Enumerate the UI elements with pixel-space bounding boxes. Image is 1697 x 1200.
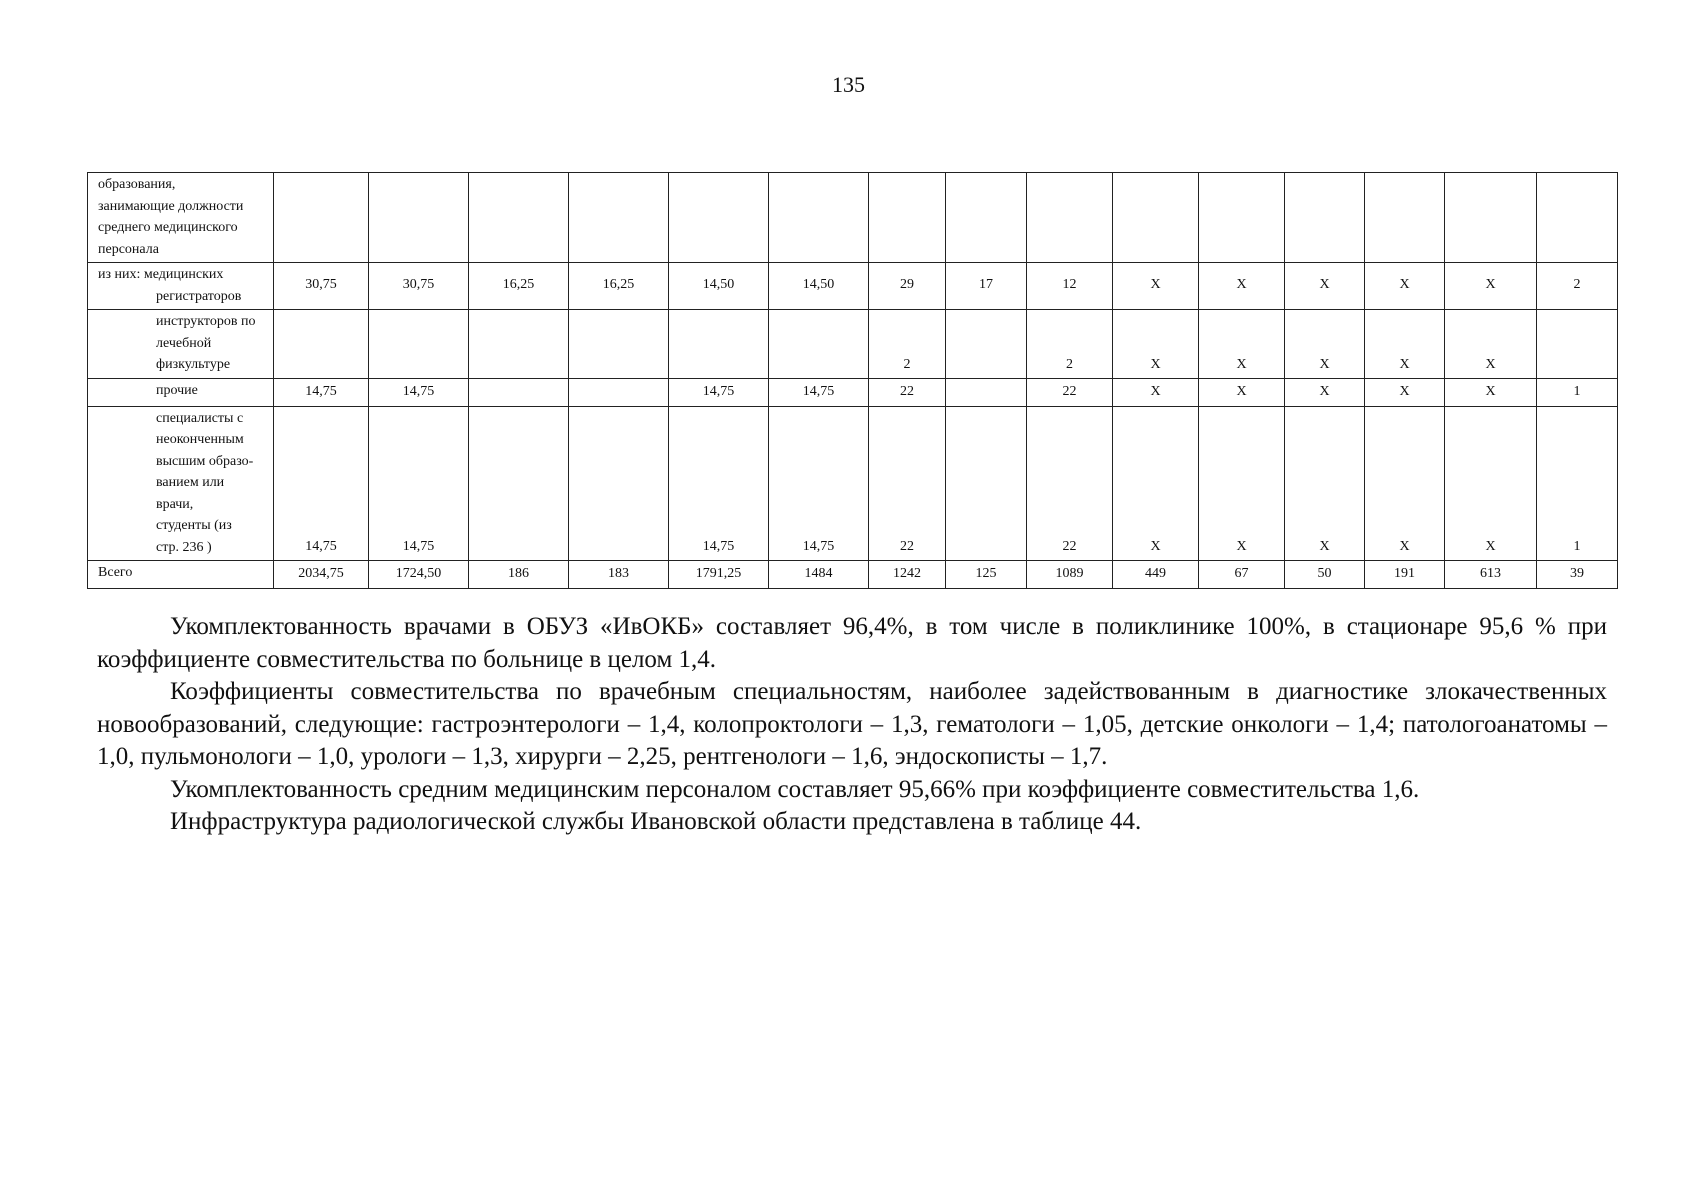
table-cell [1537, 310, 1618, 379]
table-cell: 16,25 [569, 263, 669, 310]
table-cell [569, 310, 669, 379]
table-row [88, 378, 1618, 406]
table-cell: Х [1285, 310, 1365, 379]
table-cell: Х [1199, 406, 1285, 561]
table-row [88, 406, 1618, 561]
table-cell: Х [1113, 406, 1199, 561]
table-cell: 14,75 [669, 378, 769, 406]
table-cell: 1242 [869, 561, 946, 589]
table-cell: 14,75 [769, 378, 869, 406]
table-row [88, 263, 1618, 310]
table-row [88, 173, 1618, 263]
table-cell: 22 [869, 378, 946, 406]
table-cell: 29 [869, 263, 946, 310]
row-label: образования, занимающие должности среднего медицинского персонала [88, 173, 274, 263]
table-cell [569, 406, 669, 561]
table-cell [946, 378, 1027, 406]
row-label: Всего [88, 561, 274, 589]
table-cell: 183 [569, 561, 669, 589]
table-cell [1445, 173, 1537, 263]
table-cell [946, 406, 1027, 561]
table-cell: 1089 [1027, 561, 1113, 589]
table-cell: Х [1285, 263, 1365, 310]
table-cell [769, 310, 869, 379]
paragraph: Коэффициенты совместительства по врачебным специальностям, наиболее задействованным в диагностике злокачественных новообразований, следующие: гастроэнтерологи – 1,4, колопроктологи – 1,3, гематологи – 1,05, детские онкологи – 1,4; патологоанатомы – 1,0, пульмонологи – 1,0, урологи – 1,3, хирурги – 2,25, рентгенологи – 1,6, эндоскописты – 1,7. [97, 678, 1607, 770]
table-cell [469, 406, 569, 561]
table-cell: Х [1445, 406, 1537, 561]
row-label [88, 263, 274, 310]
table-cell: Х [1365, 378, 1445, 406]
table-cell: 14,50 [669, 263, 769, 310]
table-cell: Х [1113, 378, 1199, 406]
table-cell: 1484 [769, 561, 869, 589]
table-cell [1027, 173, 1113, 263]
table-cell: Х [1113, 310, 1199, 379]
row-label: специалисты с неоконченным высшим образо- ванием или врачи, студенты (из стр. 236 ) [88, 406, 274, 561]
table-cell: Х [1199, 378, 1285, 406]
table-cell: 14,75 [669, 406, 769, 561]
paragraph: Инфраструктура радиологической службы Ивановской области представлена в таблице 44. [170, 808, 1142, 835]
table-row [88, 310, 1618, 379]
table-cell: Х [1199, 263, 1285, 310]
table-cell: 1724,50 [369, 561, 469, 589]
table-cell: 14,50 [769, 263, 869, 310]
staffing-table [87, 172, 1618, 589]
table-cell: 449 [1113, 561, 1199, 589]
table-cell [274, 173, 369, 263]
table-cell: 50 [1285, 561, 1365, 589]
table-cell: 14,75 [769, 406, 869, 561]
table-cell: 12 [1027, 263, 1113, 310]
table-cell [946, 173, 1027, 263]
table-cell: 2 [1537, 263, 1618, 310]
table-cell: 2034,75 [274, 561, 369, 589]
table-cell: 14,75 [274, 378, 369, 406]
table-cell: 22 [1027, 378, 1113, 406]
paragraph: Укомплектованность врачами в ОБУЗ «ИвОКБ» составляет 96,4%, в том числе в поликлинике 100%, в стационаре 95,6 % при коэффициенте совместительства по больнице в целом 1,4. [97, 613, 1607, 673]
table-cell: 191 [1365, 561, 1445, 589]
table-cell: 14,75 [369, 406, 469, 561]
row-label-line: из них: медицинских [98, 267, 224, 282]
table-cell: 67 [1199, 561, 1285, 589]
table-cell [469, 173, 569, 263]
table-cell: 14,75 [274, 406, 369, 561]
table-cell [669, 310, 769, 379]
table-cell: Х [1445, 310, 1537, 379]
table-cell: Х [1199, 310, 1285, 379]
table-cell: 1791,25 [669, 561, 769, 589]
table-cell [369, 173, 469, 263]
table-cell: 186 [469, 561, 569, 589]
table-cell [369, 310, 469, 379]
row-label-line: регистраторов [156, 288, 242, 304]
table-cell: 22 [1027, 406, 1113, 561]
table-cell: 1 [1537, 406, 1618, 561]
table-cell [569, 173, 669, 263]
table-cell [569, 378, 669, 406]
table-cell [946, 310, 1027, 379]
table-cell: 16,25 [469, 263, 569, 310]
table-cell: 39 [1537, 561, 1618, 589]
table-cell: 17 [946, 263, 1027, 310]
table-cell [1199, 173, 1285, 263]
row-label: прочие [88, 378, 274, 406]
page-number: 135 [832, 72, 865, 97]
table-cell [769, 173, 869, 263]
table-cell [669, 173, 769, 263]
table-cell: Х [1365, 310, 1445, 379]
table-cell: 2 [869, 310, 946, 379]
table-cell: 30,75 [274, 263, 369, 310]
table-cell: 14,75 [369, 378, 469, 406]
table-cell [1285, 173, 1365, 263]
table-cell [1537, 173, 1618, 263]
table-cell [274, 310, 369, 379]
table-cell: Х [1285, 406, 1365, 561]
table-cell [869, 173, 946, 263]
table-cell: 125 [946, 561, 1027, 589]
table-cell: Х [1365, 406, 1445, 561]
table-cell [1113, 173, 1199, 263]
table-cell: Х [1445, 263, 1537, 310]
table-cell: 613 [1445, 561, 1537, 589]
table-cell: 30,75 [369, 263, 469, 310]
table-cell: 22 [869, 406, 946, 561]
table-cell: 2 [1027, 310, 1113, 379]
table-cell: Х [1285, 378, 1365, 406]
table-cell [1365, 173, 1445, 263]
table-cell: Х [1113, 263, 1199, 310]
table-cell [469, 310, 569, 379]
table-cell: Х [1365, 263, 1445, 310]
body-text [97, 611, 1607, 839]
table-cell: Х [1445, 378, 1537, 406]
paragraph: Укомплектованность средним медицинским персоналом составляет 95,66% при коэффициенте совместительства 1,6. [170, 775, 1420, 803]
table-cell: 1 [1537, 378, 1618, 406]
table-row [88, 561, 1618, 589]
row-label: инструкторов по лечебной физкультуре [88, 310, 274, 379]
table-cell [469, 378, 569, 406]
